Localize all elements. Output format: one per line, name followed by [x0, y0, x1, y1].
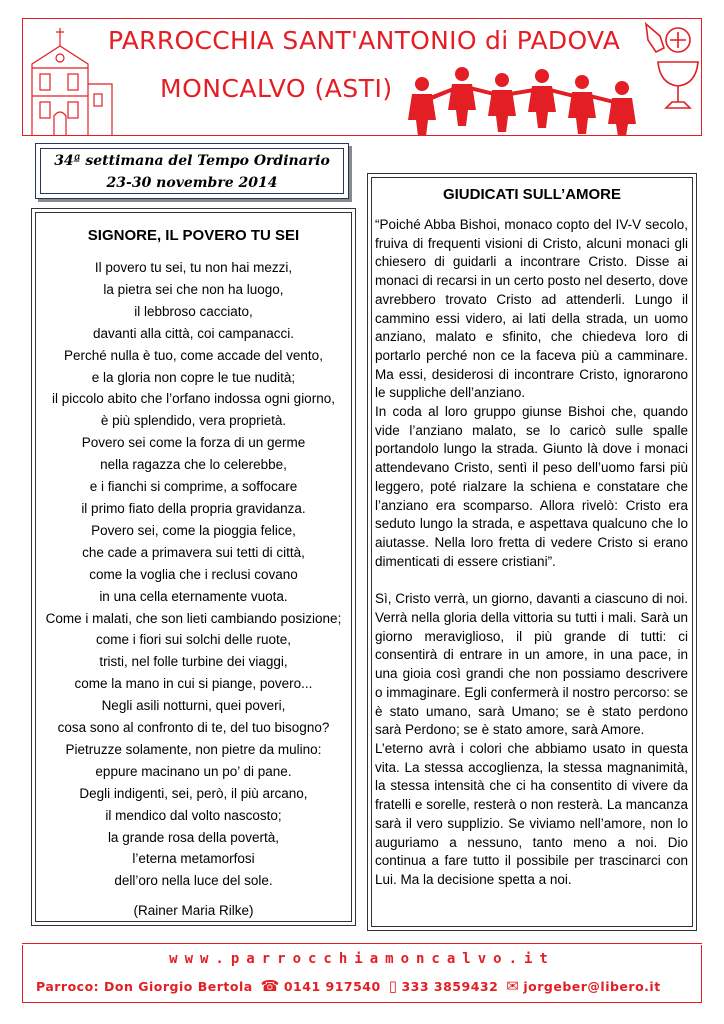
- poem-line: Pietruzze solamente, non pietre da mulino:: [65, 741, 322, 757]
- week-box: [35, 143, 349, 199]
- poem-box: [31, 208, 356, 926]
- poem-text: [36, 257, 351, 892]
- website-link[interactable]: www.parrocchiamoncalvo.it: [169, 951, 555, 967]
- email-icon: ✉: [506, 977, 520, 995]
- parroco-name: Parroco: Don Giorgio Bertola: [36, 979, 253, 994]
- article-paragraph: In coda al loro gruppo giunse Bishoi che, quando vide l’anziano malato, se lo caricò sulle spalle portandolo lungo la strada. Giunto là dove i monaci attendevano Cristo, sentì il peso dell’uomo farsi più leggero, poté rialzare la schiena e constatare che l’anziano era scomparso. Allora rivelò: Cristo era seduto lungo la strada, e aspettava qualcuno che lo aiutasse. Nella loro fretta di vedere Cristo si erano dimenticati di essere cristiani”.: [375, 404, 688, 569]
- poem-line: davanti alla città, coi campanacci.: [92, 325, 295, 341]
- poem-line: è più splendido, vera proprietà.: [100, 413, 287, 429]
- week-liturgical: 34ª settimana del Tempo Ordinario: [54, 153, 330, 169]
- poem-line: eppure macinano un po’ di pane.: [95, 763, 292, 779]
- article-paragraph: Sì, Cristo verrà, un giorno, davanti a ciascuno di noi. Verrà nella gloria della vittoria su tutti i mali. Sarà un giorno meraviglioso, il più grande di tutti: ci consentirà di entrare in un amore, in una pace, in una gioia così grandi che non possiamo descrivere o immaginare. Egli confermerà il nostro percorso: se è stato umano, sarà Umano; se è stato perdono sarà Perdono; se è stato amore, sarà Amore.: [375, 591, 688, 738]
- poem-line: Perché nulla è tuo, come accade del vento,: [64, 347, 323, 363]
- poem-line: dell’oro nella luce del sole.: [114, 873, 273, 889]
- poem-line: e i fianchi si comprime, a soffocare: [89, 479, 298, 495]
- telephone-icon: ☎: [260, 977, 280, 995]
- poem-line: cosa sono al confronto di te, del tuo bisogno?: [57, 720, 330, 736]
- poem-line: Il povero tu sei, tu non hai mezzi,: [94, 260, 293, 275]
- poem-line: Povero sei, come la pioggia felice,: [91, 522, 296, 538]
- people-holding-hands-illustration: [400, 64, 640, 136]
- footer-divider: [22, 943, 702, 944]
- phone-number[interactable]: 0141 917540: [283, 979, 381, 994]
- poem-line: la pietra sei che non ha luogo,: [103, 281, 284, 297]
- article-text: [375, 216, 688, 890]
- poem-line: nella ragazza che lo celerebbe,: [100, 457, 287, 473]
- poem-line: in una cella eternamente vuota.: [99, 588, 288, 604]
- poem-line: come la mano in cui si piange, povero...: [74, 676, 313, 692]
- poem-line: il mendico dal volto nascosto;: [105, 807, 282, 823]
- article-box: [367, 173, 697, 931]
- week-dates: 23-30 novembre 2014: [106, 175, 278, 191]
- week-inner: [40, 148, 344, 194]
- poem-line: Povero sei come la forza di un germe: [81, 435, 306, 451]
- mobile-number[interactable]: 333 3859432: [401, 979, 499, 994]
- article-paragraph: L’eterno avrà i colori che abbiamo usato in questa vita. La stessa accoglienza, la stessa magnanimità, la stessa intensità che ci ha consentito di vivere da fratelli e sorelle, resterà o non resterà. La mancanza sarà il vero supplizio. Se viviamo nell’amore, non lo auguriamo a nessuno, tanto meno a noi. Dio continua a fare tutto il possibile per trascinarci con Lui. Ma la decisione spetta a noi.: [375, 740, 688, 887]
- poem-line: come i fiori sui solchi delle ruote,: [95, 632, 292, 648]
- parish-title: PARROCCHIA SANT'ANTONIO di PADOVA: [108, 26, 621, 55]
- poem-title: SIGNORE, IL POVERO TU SEI: [87, 227, 300, 244]
- chalice-host-illustration: [638, 22, 706, 112]
- article-title: GIUDICATI SULL’AMORE: [442, 186, 622, 203]
- article-paragraph: “Poiché Abba Bishoi, monaco copto del IV-V secolo, fruiva di frequenti visioni di Cristo, alcuni monaci gli chiesero di guidarli a incontrare Cristo. Disse ai monaci di recarsi in un certo posto nel deserto, dove avrebbero trovato Cristo ad attenderli. Lungo il cammino essi videro, ai lati della strada, un uomo anziano, malato e sfinito, che chiedeva loro di portarlo perché non ce la faceva più a camminare. Ma essi, desiderosi di incontrare Cristo, ignorarono le suppliche dell’anziano.: [375, 217, 688, 401]
- poem-line: Negli asili notturni, quei poveri,: [101, 698, 286, 714]
- article-inner: [371, 177, 693, 927]
- poem-line: Degli indigenti, sei, però, il più arcano,: [79, 785, 308, 801]
- poem-line: il lebbroso cacciato,: [134, 303, 253, 319]
- parish-town: MONCALVO (ASTI): [160, 74, 393, 103]
- poem-line: il primo fiato della propria gravidanza.: [81, 500, 306, 516]
- poem-line: il piccolo abito che l’orfano indossa ogni giorno,: [52, 391, 335, 407]
- contact-line: [36, 977, 661, 995]
- poem-line: tristi, nel folle turbine dei viaggi,: [99, 654, 288, 670]
- mobile-phone-icon: ▯: [388, 977, 398, 995]
- poem-line: la grande rosa della povertà,: [107, 829, 280, 845]
- poem-line: che cade a primavera sui tetti di città,: [82, 544, 305, 560]
- poem-line: l’eterna metamorfosi: [132, 851, 255, 867]
- poem-author: (Rainer Maria Rilke): [133, 903, 254, 918]
- email-address[interactable]: jorgeber@libero.it: [523, 979, 661, 994]
- poem-inner: [35, 212, 352, 922]
- poem-line: come la voglia che i reclusi covano: [89, 566, 298, 582]
- poem-line: e la gloria non copre le tue nudità;: [91, 369, 296, 385]
- poem-line: Come i malati, che son lieti cambiando posizione;: [45, 610, 342, 626]
